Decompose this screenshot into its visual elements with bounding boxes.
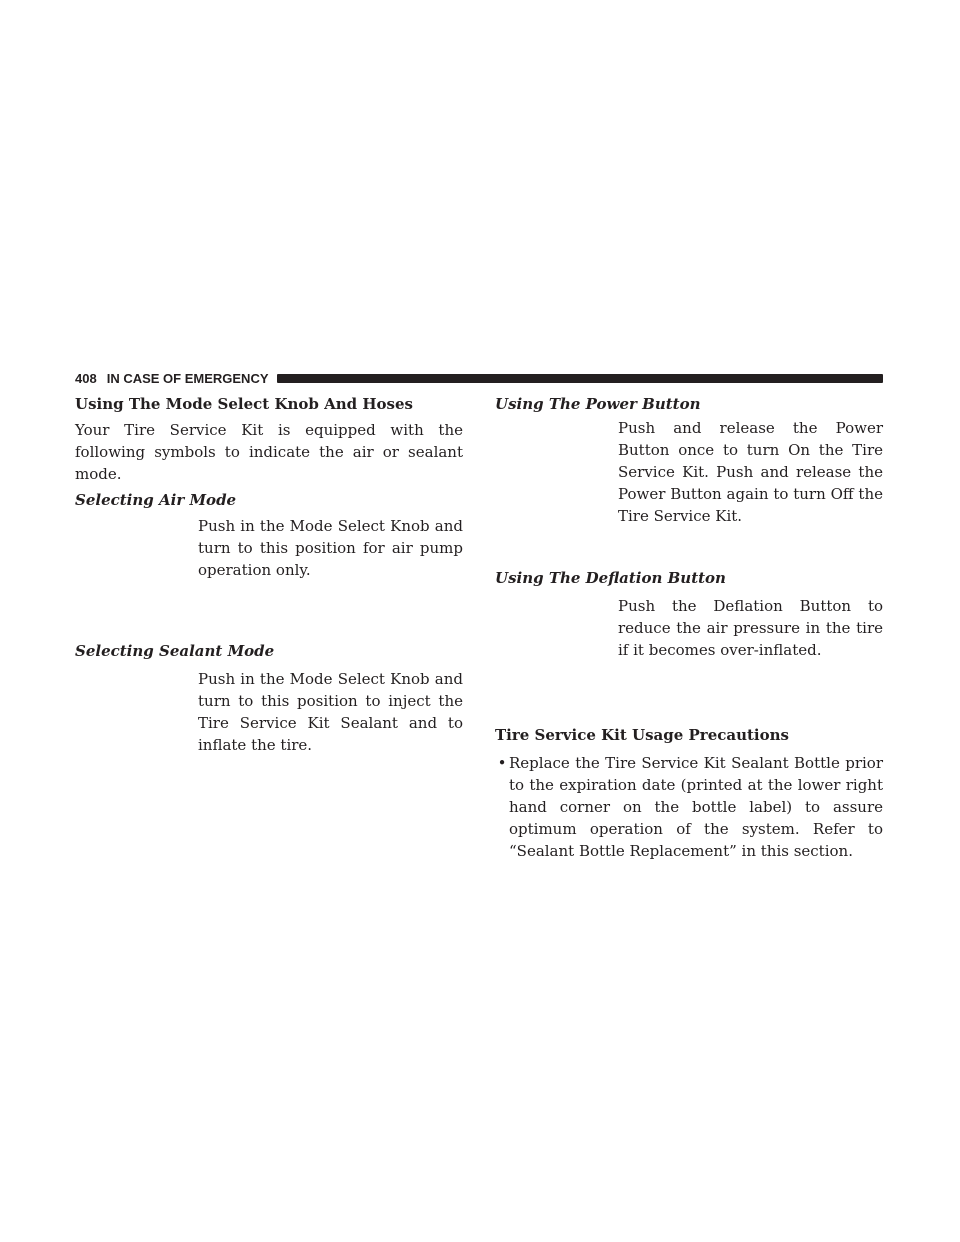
precaution-text: Replace the Tire Service Kit Sealant Bottle prior to the expiration date (printed at the lower right hand corner on the bottle label) to assure optimum operation of the system. Refer to “Sealant Bottle Replacement” in this section. <box>509 754 883 860</box>
power-button-title: Using The Power Button <box>495 395 701 413</box>
deflation-button-title: Using The Deflation Button <box>495 569 726 587</box>
deflation-button-text: Push the Deflation Button to reduce the air pressure in the tire if it becomes over-inflated. <box>618 597 883 659</box>
sealant-mode-title: Selecting Sealant Mode <box>75 642 275 660</box>
power-button-text: Push and release the Power Button once to turn On the Tire Service Kit. Push and release the Power Button again to turn Off the Tire Service Kit. <box>618 419 883 525</box>
air-mode-text: Push in the Mode Select Knob and turn to this position for air pump operation only. <box>198 517 463 579</box>
precautions-heading: Tire Service Kit Usage Precautions <box>495 726 789 744</box>
right-column <box>495 393 883 862</box>
page-number: 408 <box>75 370 97 386</box>
mode-select-heading: Using The Mode Select Knob And Hoses <box>75 395 413 413</box>
left-column <box>75 393 463 756</box>
bullet-icon: • <box>497 754 507 772</box>
page-header <box>75 370 883 386</box>
section-title: IN CASE OF EMERGENCY <box>106 370 269 386</box>
list-item <box>495 752 883 862</box>
air-mode-title: Selecting Air Mode <box>75 491 237 509</box>
header-rule <box>277 374 884 383</box>
mode-select-intro: Your Tire Service Kit is equipped with the following symbols to indicate the air or sealant mode. <box>75 421 463 483</box>
sealant-mode-text: Push in the Mode Select Knob and turn to this position to inject the Tire Service Kit Sealant and to inflate the tire. <box>198 670 463 754</box>
